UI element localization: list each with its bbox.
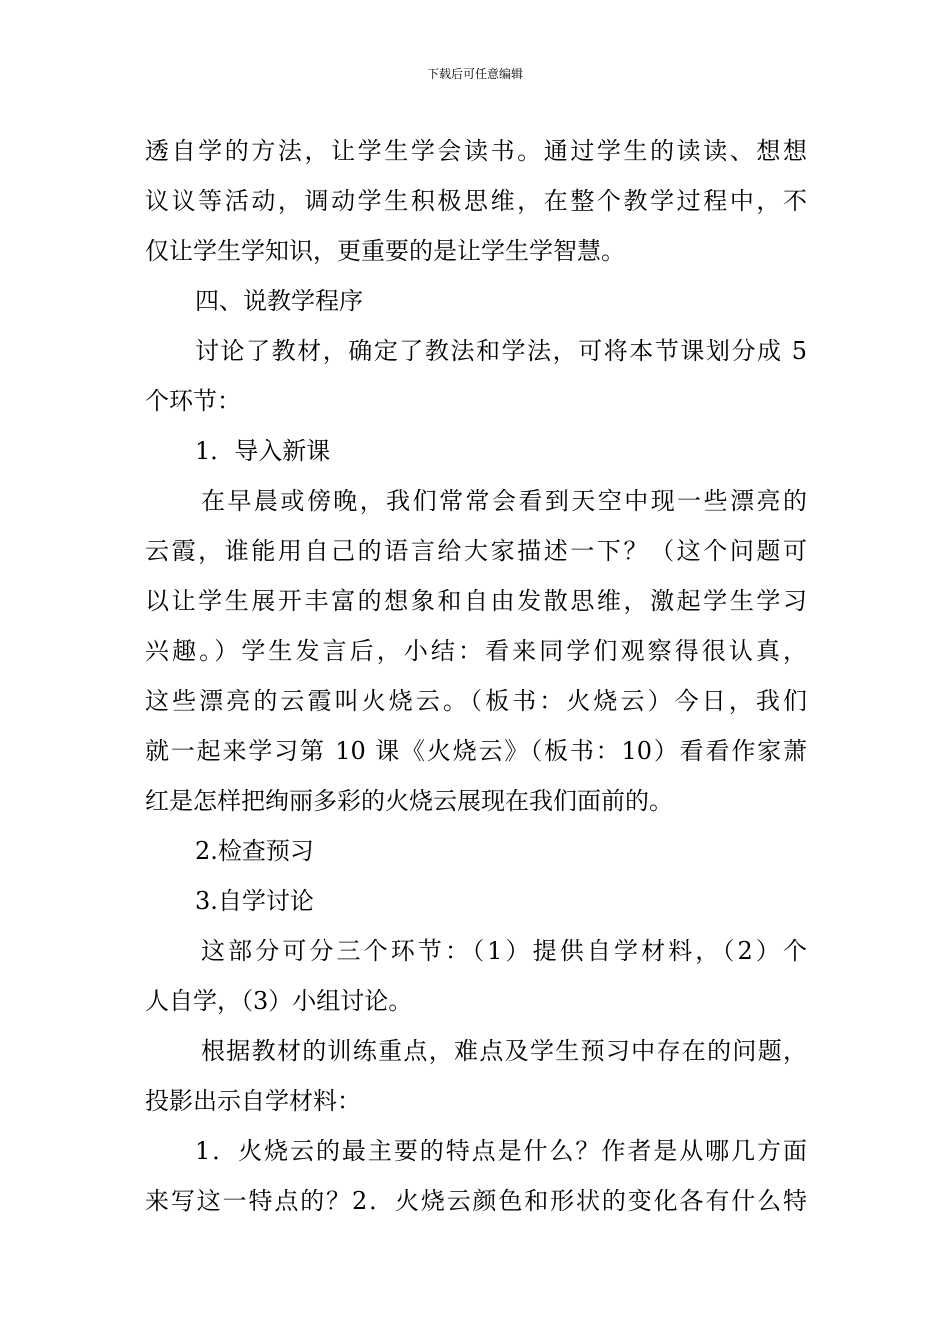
subsection-heading: 1．导入新课 (195, 437, 331, 465)
text-line: 以让学生展开丰富的想象和自由发散思维，激起学生学习 (145, 587, 807, 615)
text-line: 人自学，（3）小组讨论。 (145, 987, 413, 1015)
text-line: 这些漂亮的云霞叫火烧云。（板书：火烧云）今日，我们 (145, 687, 807, 715)
text-line: 1．火烧云的最主要的特点是什么？作者是从哪几方面 (195, 1137, 807, 1165)
document-body (145, 126, 807, 1226)
subsection-heading: 2.检查预习 (195, 837, 314, 865)
text-line: 个环节： (145, 387, 241, 415)
text-line: 讨论了教材，确定了教法和学法，可将本节课划分成 5 (195, 337, 807, 365)
subsection-heading: 3.自学讨论 (195, 887, 314, 915)
text-line: 红是怎样把绚丽多彩的火烧云展现在我们面前的。 (145, 787, 673, 815)
section-heading: 四、说教学程序 (195, 287, 363, 315)
text-line: 云霞，谁能用自己的语言给大家描述一下？（这个问题可 (145, 537, 807, 565)
text-line: 就一起来学习第 10 课《火烧云》（板书：10）看看作家萧 (145, 737, 807, 765)
text-line: 来写这一特点的？2．火烧云颜色和形状的变化各有什么特 (145, 1187, 807, 1215)
text-line: 透自学的方法，让学生学会读书。通过学生的读读、想想 (145, 137, 807, 165)
text-line: 在早晨或傍晚，我们常常会看到天空中现一些漂亮的 (201, 487, 807, 515)
text-line: 根据教材的训练重点，难点及学生预习中存在的问题， (201, 1037, 807, 1065)
text-line: 投影出示自学材料： (145, 1087, 361, 1115)
text-line: 议议等活动，调动学生积极思维，在整个教学过程中，不 (145, 187, 807, 215)
text-line: 仅让学生学知识，更重要的是让学生学智慧。 (145, 237, 625, 265)
text-line: 兴趣。）学生发言后，小结：看来同学们观察得很认真， (145, 637, 807, 665)
text-line: 这部分可分三个环节：（1）提供自学材料，（2）个 (201, 937, 807, 965)
header-note: 下载后可任意编辑 (426, 67, 523, 81)
